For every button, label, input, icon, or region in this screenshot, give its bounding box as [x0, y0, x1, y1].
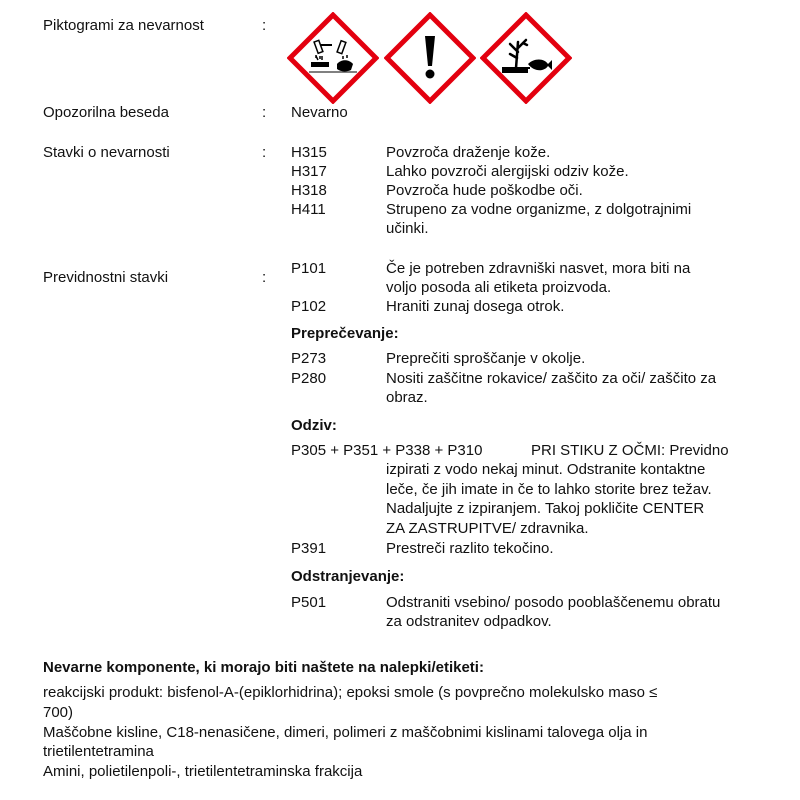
signal-word-label: Opozorilna beseda — [43, 104, 169, 121]
pictograms-label: Piktogrami za nevarnost — [43, 17, 204, 34]
ghs07-exclamation-icon — [384, 12, 476, 104]
statement-text: izpirati z vodo nekaj minut. Odstranite kontaktne — [386, 461, 706, 478]
statement-text: Strupeno za vodne organizme, z dolgotrajnimi — [386, 201, 692, 218]
statement-code: P101 — [291, 260, 327, 277]
statement-code: P273 — [291, 350, 327, 367]
component-line: 700) — [43, 704, 74, 721]
component-line: trietilentetramina — [43, 743, 154, 760]
statement-text: ZA ZASTRUPITVE/ zdravnika. — [386, 520, 589, 537]
statement-text: Hraniti zunaj dosega otrok. — [386, 298, 565, 315]
hazard-statements-colon: : — [262, 144, 267, 161]
statement-text: leče, če jih imate in če to lahko storite brez težav. — [386, 481, 712, 498]
response-heading: Odziv: — [291, 417, 337, 434]
hazard-statements-label: Stavki o nevarnosti — [43, 144, 170, 161]
statement-text: Nositi zaščitne rokavice/ zaščito za oči/ zaščito za — [386, 370, 717, 387]
statement-code: H318 — [291, 182, 327, 199]
signal-word-value: Nevarno — [291, 104, 348, 121]
disposal-heading: Odstranjevanje: — [291, 568, 405, 585]
components-heading: Nevarne komponente, ki morajo biti naštete na nalepki/etiketi: — [43, 659, 484, 676]
statement-text: Prestreči razlito tekočino. — [386, 540, 554, 557]
statement-text: za odstranitev odpadkov. — [386, 613, 552, 630]
component-line: Amini, polietilenpoli-, trietilentetraminska frakcija — [43, 763, 363, 780]
statement-code: P102 — [291, 298, 327, 315]
statement-text: Povzroča hude poškodbe oči. — [386, 182, 583, 199]
precautionary-label: Previdnostni stavki — [43, 269, 169, 286]
statement-text: voljo posoda ali etiketa proizvoda. — [386, 279, 612, 296]
statement-code: P391 — [291, 540, 327, 557]
component-line: Maščobne kisline, C18-nenasičene, dimeri, polimeri z maščobnimi kislinami talovega olja in — [43, 724, 648, 741]
statement-text: Če je potreben zdravniški nasvet, mora biti na — [386, 260, 691, 277]
precautionary-colon: : — [262, 269, 267, 286]
statement-text: Preprečiti sproščanje v okolje. — [386, 350, 586, 367]
statement-text: Nadaljujte z izpiranjem. Takoj pokličite CENTER — [386, 500, 705, 517]
statement-text: Lahko povzroči alergijski odziv kože. — [386, 163, 629, 180]
statement-code: P501 — [291, 594, 327, 611]
pictograms-colon: : — [262, 17, 267, 34]
signal-word-colon: : — [262, 104, 267, 121]
ghs09-environment-icon — [480, 12, 572, 104]
statement-code: H411 — [291, 201, 326, 218]
prevention-heading: Preprečevanje: — [291, 325, 399, 342]
statement-code: H317 — [291, 163, 327, 180]
statement-text: Odstraniti vsebino/ posodo pooblaščenemu obratu — [386, 594, 721, 611]
statement-code: P305 + P351 + P338 + P310 — [291, 442, 483, 459]
component-line: reakcijski produkt: bisfenol-A-(epiklorhidrina); epoksi smole (s povprečno molekulsko maso ≤ — [43, 684, 658, 701]
ghs05-corrosion-icon — [287, 12, 379, 104]
statement-code: P280 — [291, 370, 327, 387]
statement-code: H315 — [291, 144, 327, 161]
statement-text: obraz. — [386, 389, 428, 406]
statement-text: Povzroča draženje kože. — [386, 144, 551, 161]
statement-text: učinki. — [386, 220, 429, 237]
statement-text: PRI STIKU Z OČMI: Previdno — [531, 442, 729, 459]
